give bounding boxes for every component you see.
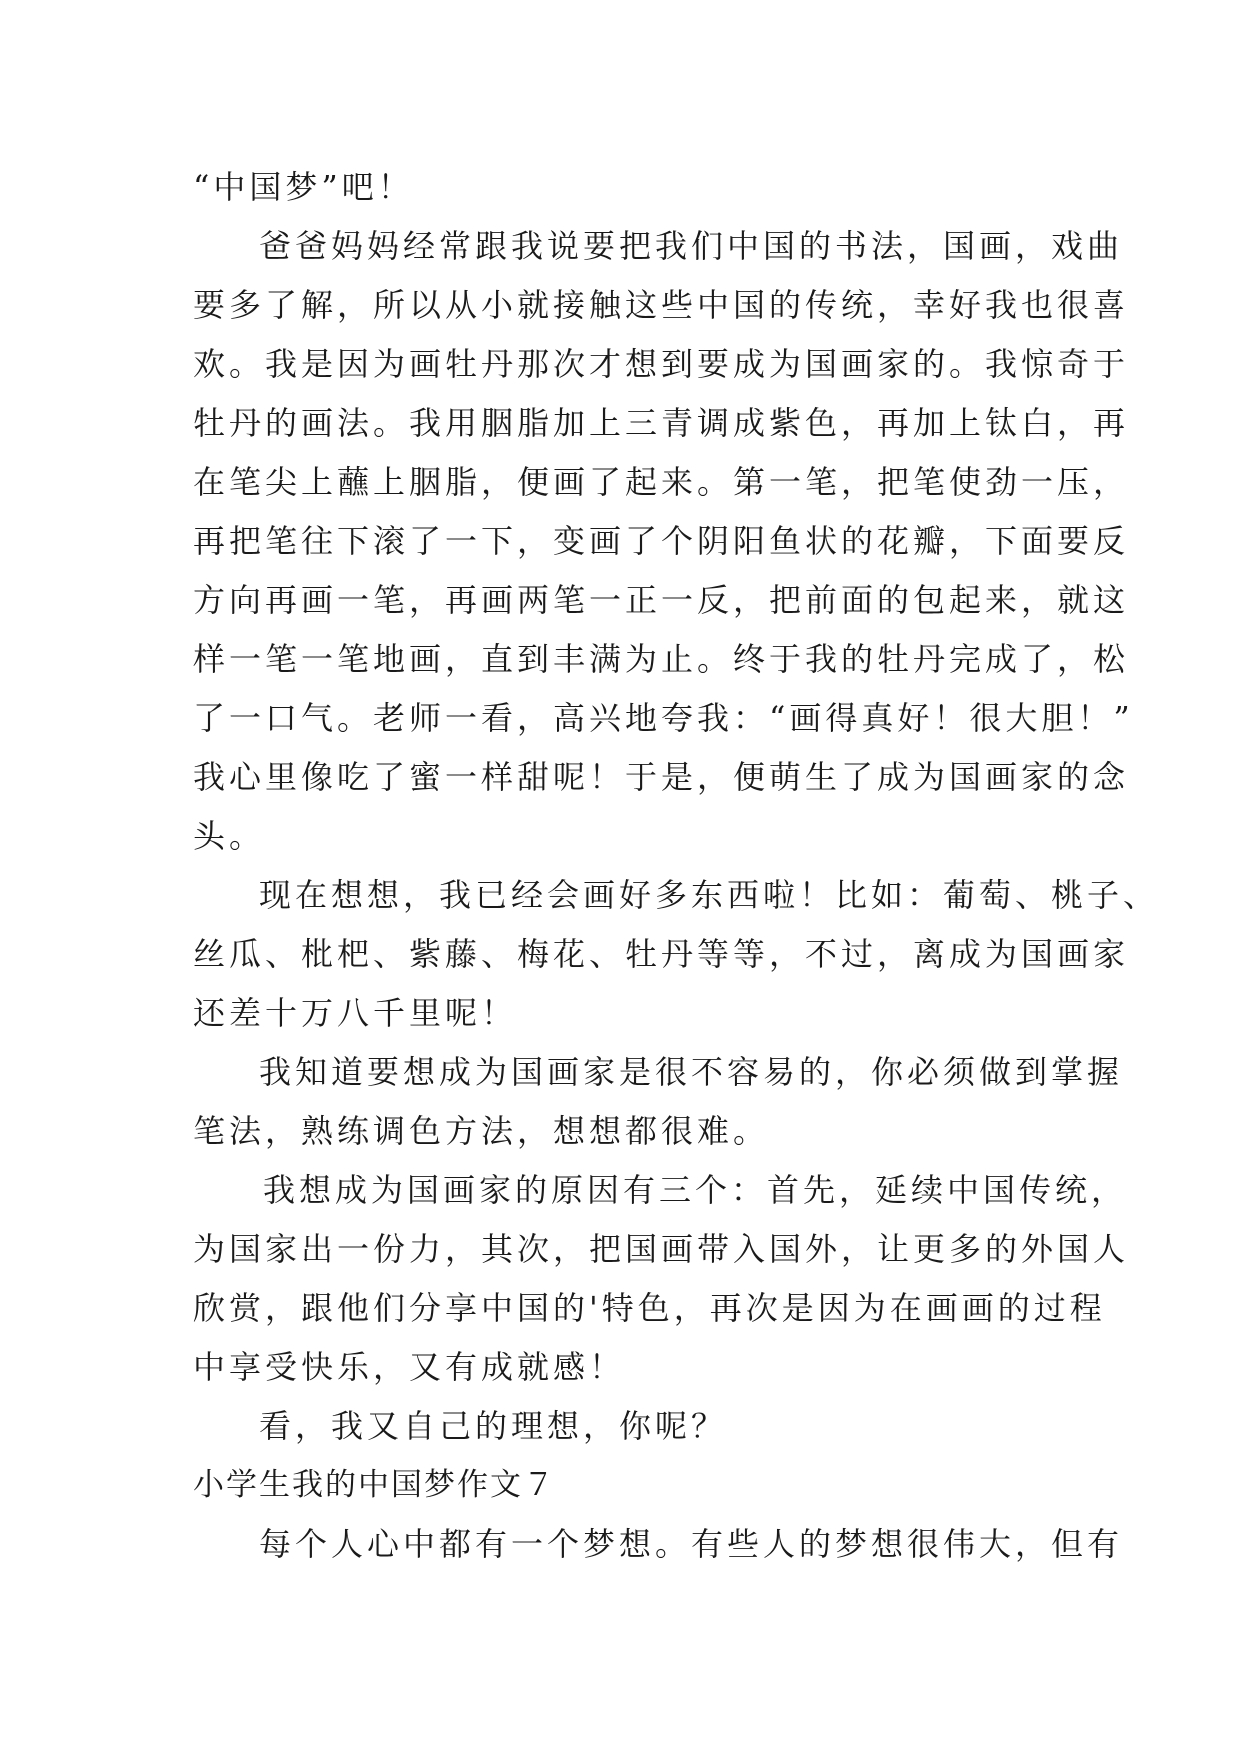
text-line: 我心里像吃了蜜一样甜呢！于是，便萌生了成为国画家的念 (193, 758, 1130, 796)
text-line: 了一口气。老师一看，高兴地夸我：“画得真好！很大胆！” (193, 699, 1134, 737)
text-line: 欣赏，跟他们分享中国的'特色，再次是因为在画画的过程 (193, 1289, 1106, 1327)
text-line: 要多了解，所以从小就接触这些中国的传统，幸好我也很喜 (193, 286, 1130, 324)
text-line: 方向再画一笔，再画两笔一正一反，把前面的包起来，就这 (193, 581, 1130, 619)
text-line: “中国梦”吧！ (193, 168, 414, 206)
text-line: 丝瓜、枇杷、紫藤、梅花、牡丹等等，不过，离成为国画家 (193, 935, 1130, 973)
text-line: 每个人心中都有一个梦想。有些人的梦想很伟大，但有 (259, 1525, 1124, 1563)
text-line: 看，我又自己的理想，你呢？ (259, 1407, 728, 1445)
text-line: 我知道要想成为国画家是很不容易的，你必须做到掌握 (259, 1053, 1124, 1091)
text-line: 样一笔一笔地画，直到丰满为止。终于我的牡丹完成了，松 (193, 640, 1130, 678)
text-line: 牡丹的画法。我用胭脂加上三青调成紫色，再加上钛白，再 (193, 404, 1130, 442)
text-line: 笔法，熟练调色方法，想想都很难。 (193, 1112, 770, 1150)
text-line: 爸爸妈妈经常跟我说要把我们中国的书法，国画，戏曲 (259, 227, 1124, 265)
text-line: 头。 (193, 817, 266, 855)
text-line: 现在想想，我已经会画好多东西啦！比如：葡萄、桃子、 (259, 876, 1160, 914)
text-line: 再把笔往下滚了一下，变画了个阴阳鱼状的花瓣，下面要反 (193, 522, 1130, 560)
text-line: 还差十万八千里呢！ (193, 994, 518, 1032)
text-line: 中享受快乐，又有成就感！ (193, 1348, 626, 1386)
text-line: 为国家出一份力，其次，把国画带入国外，让更多的外国人 (193, 1230, 1130, 1268)
text-line: 我想成为国画家的原因有三个：首先，延续中国传统， (263, 1171, 1128, 1209)
text-line: 欢。我是因为画牡丹那次才想到要成为国画家的。我惊奇于 (193, 345, 1130, 383)
text-line: 在笔尖上蘸上胭脂，便画了起来。第一笔，把笔使劲一压， (193, 463, 1130, 501)
section-heading: 小学生我的中国梦作文７ (193, 1467, 556, 1503)
essay-text (193, 158, 1160, 1574)
